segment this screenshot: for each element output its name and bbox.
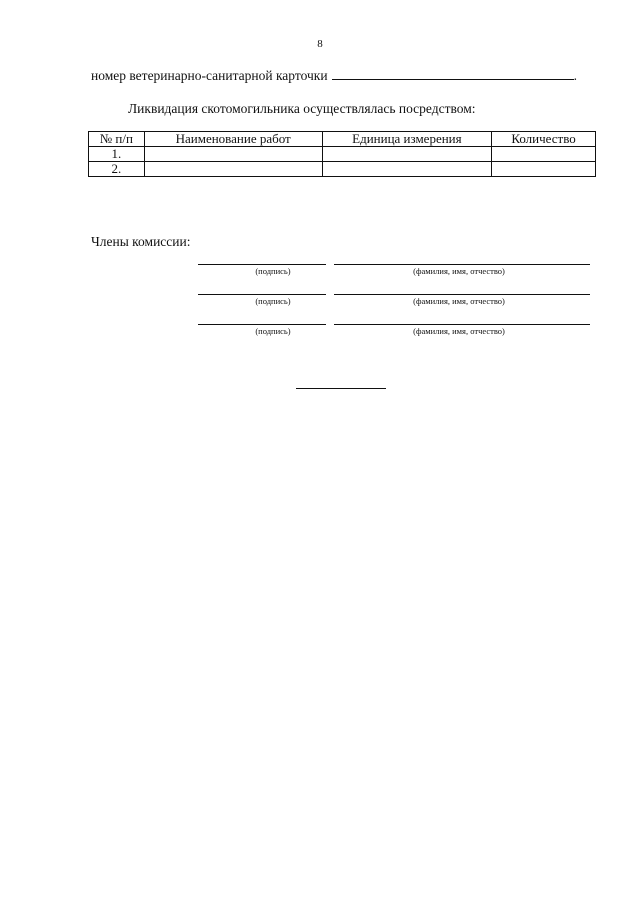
row-number: 1.: [89, 147, 145, 162]
header-unit: Единица измерения: [322, 132, 491, 147]
signature-caption: (подпись): [255, 266, 291, 276]
fio-line[interactable]: [334, 324, 590, 325]
fio-caption: (фамилия, имя, отчество): [413, 266, 505, 276]
row-unit-cell[interactable]: [322, 162, 491, 177]
page-number: 8: [317, 38, 323, 50]
commission-members-title: Члены комиссии:: [91, 234, 191, 249]
signature-row-3: [198, 324, 592, 342]
document-end-line: [296, 388, 386, 389]
signature-caption: (подпись): [255, 326, 291, 336]
row-unit-cell[interactable]: [322, 147, 491, 162]
signature-line[interactable]: [198, 324, 326, 325]
row-work-name-cell[interactable]: [144, 162, 322, 177]
header-quantity: Количество: [492, 132, 596, 147]
header-work-name: Наименование работ: [144, 132, 322, 147]
table-row: [89, 147, 596, 162]
vet-card-number-line: [91, 67, 601, 84]
signature-line[interactable]: [198, 294, 326, 295]
row-quantity-cell[interactable]: [492, 162, 596, 177]
works-table: [88, 131, 596, 177]
fio-caption: (фамилия, имя, отчество): [413, 296, 505, 306]
signature-caption: (подпись): [255, 296, 291, 306]
fio-line[interactable]: [334, 264, 590, 265]
signature-row-1: [198, 264, 592, 282]
signature-line[interactable]: [198, 264, 326, 265]
signature-row-2: [198, 294, 592, 312]
table-row: [89, 162, 596, 177]
fio-caption: (фамилия, имя, отчество): [413, 326, 505, 336]
row-quantity-cell[interactable]: [492, 147, 596, 162]
works-table-header-row: [89, 132, 596, 147]
liquidation-statement: Ликвидация скотомогильника осуществлялась посредством:: [128, 101, 476, 116]
row-number: 2.: [89, 162, 145, 177]
vet-card-number-field[interactable]: [332, 67, 574, 80]
vet-card-label: номер ветеринарно-санитарной карточки: [91, 68, 328, 83]
row-work-name-cell[interactable]: [144, 147, 322, 162]
vet-card-end-punct: .: [573, 68, 577, 83]
fio-line[interactable]: [334, 294, 590, 295]
header-number: № п/п: [89, 132, 145, 147]
